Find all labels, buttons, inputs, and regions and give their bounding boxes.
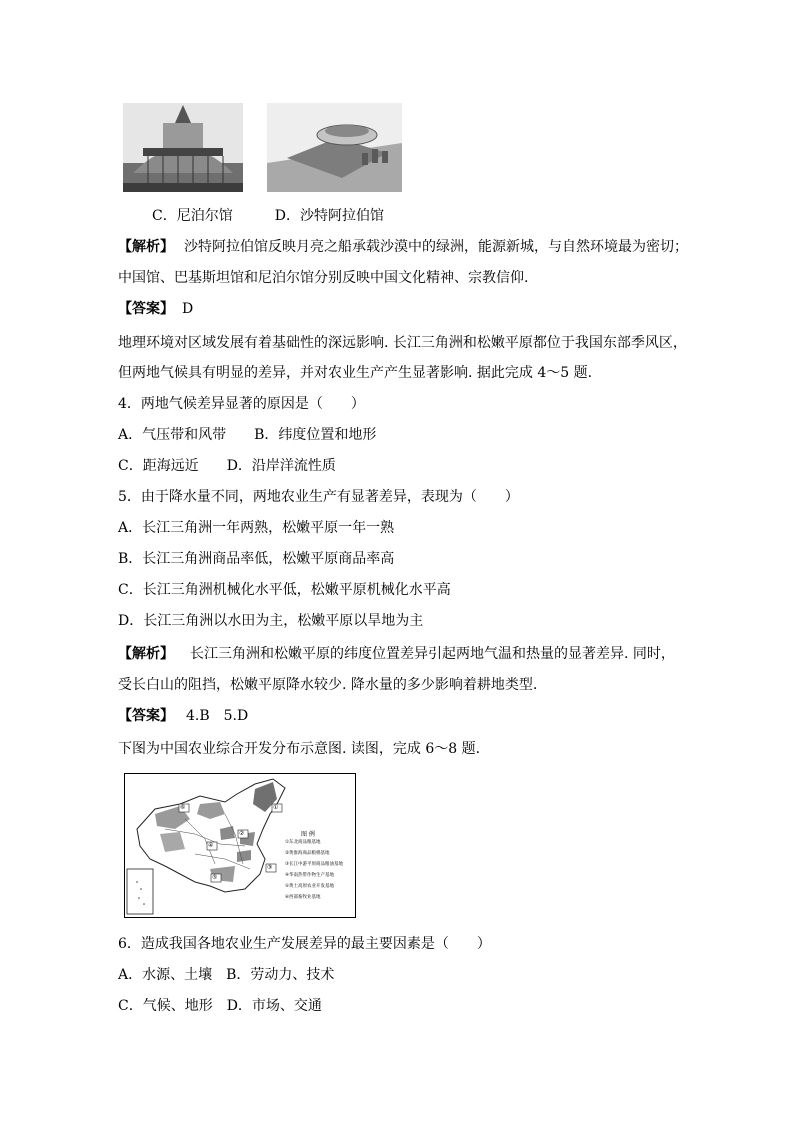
answer-value: 4.B 5.D — [186, 708, 249, 724]
map-legend-item: ⑤黄土高原农业开发基地 — [285, 884, 335, 889]
analysis2-line1 — [118, 645, 675, 663]
analysis-text: 沙特阿拉伯馆反映月亮之船承载沙漠中的绿洲，能源新城，与自然环境最为密切； — [184, 239, 688, 255]
analysis-text: 长江三角洲和松嫩平原的纬度位置差异引起两地气温和热量的显著差异. 同时， — [190, 646, 675, 662]
options-cd-line — [152, 207, 384, 225]
q6-options-cd: C．气候、地形 D．市场、交通 — [118, 998, 322, 1014]
map-label-5: ⑤ — [212, 874, 218, 881]
map-legend-item: ②黄淮海商品粮棉基地 — [285, 851, 330, 856]
nepal-pavilion-photo — [123, 103, 243, 192]
intro45-line2: 但两地气候具有明显的差异，并对农业生产产生显著影响. 据此完成 4～5 题. — [118, 365, 593, 381]
map-label-2: ② — [239, 830, 245, 837]
analysis-tag: 【解析】 — [118, 239, 174, 255]
q5-option-d: D．长江三角洲以水田为主，松嫩平原以旱地为主 — [118, 613, 424, 629]
answer-value: D — [182, 301, 194, 317]
q5-option-c: C．长江三角洲机械化水平低，松嫩平原机械化水平高 — [118, 582, 451, 598]
option-c: C．尼泊尔馆 — [152, 208, 233, 224]
q5-stem: 5．由于降水量不同，两地农业生产有显著差异，表现为（ ） — [118, 489, 519, 505]
map-label-6: ⑥ — [180, 804, 186, 811]
china-agriculture-map — [124, 773, 356, 918]
map-legend-item: ④华南热带作物生产基地 — [285, 873, 335, 878]
analysis1-line2: 中国馆、巴基斯坦馆和尼泊尔馆分别反映中国文化精神、宗教信仰. — [118, 270, 529, 286]
analysis-tag: 【解析】 — [118, 646, 174, 662]
q6-options-ab: A．水源、土壤 B．劳动力、技术 — [118, 967, 335, 983]
answer-tag: 【答案】 — [118, 708, 174, 724]
map-legend-title: 图 例 — [301, 831, 315, 838]
q4-options-cd: C．距海远近 D．沿岸洋流性质 — [118, 458, 336, 474]
option-d: D．沙特阿拉伯馆 — [274, 208, 384, 224]
q4-stem: 4．两地气候差异显著的原因是（ ） — [118, 396, 365, 412]
q5-option-a: A．长江三角洲一年两熟，松嫩平原一年一熟 — [118, 520, 395, 536]
saudi-pavilion-photo — [267, 103, 402, 192]
map-legend-item: ③长江中游平原商品粮油基地 — [285, 862, 344, 867]
answer1-line — [118, 300, 193, 318]
q4-options-ab: A．气压带和风带 B．纬度位置和地形 — [118, 427, 377, 443]
intro68-line: 下图为中国农业综合开发分布示意图. 读图，完成 6～8 题. — [118, 741, 481, 757]
analysis2-line2: 受长白山的阻挡，松嫩平原降水较少. 降水量的多少影响着耕地类型. — [118, 677, 538, 693]
map-label-3: ③ — [267, 864, 273, 871]
q5-option-b: B．长江三角洲商品率低，松嫩平原商品率高 — [118, 551, 395, 567]
answer-tag: 【答案】 — [118, 301, 174, 317]
answer2-line — [118, 707, 248, 725]
map-label-4: ④ — [208, 842, 214, 849]
map-label-1: ① — [273, 804, 279, 811]
map-legend-item: ①东北商品粮基地 — [285, 840, 321, 845]
analysis1-line1 — [118, 238, 688, 256]
intro45-line1: 地理环境对区域发展有着基础性的深远影响. 长江三角洲和松嫩平原都位于我国东部季风区， — [118, 335, 687, 351]
q6-stem: 6．造成我国各地农业生产发展差异的最主要因素是（ ） — [118, 936, 491, 952]
map-legend-item: ⑥西部畜牧业基地 — [285, 895, 321, 900]
